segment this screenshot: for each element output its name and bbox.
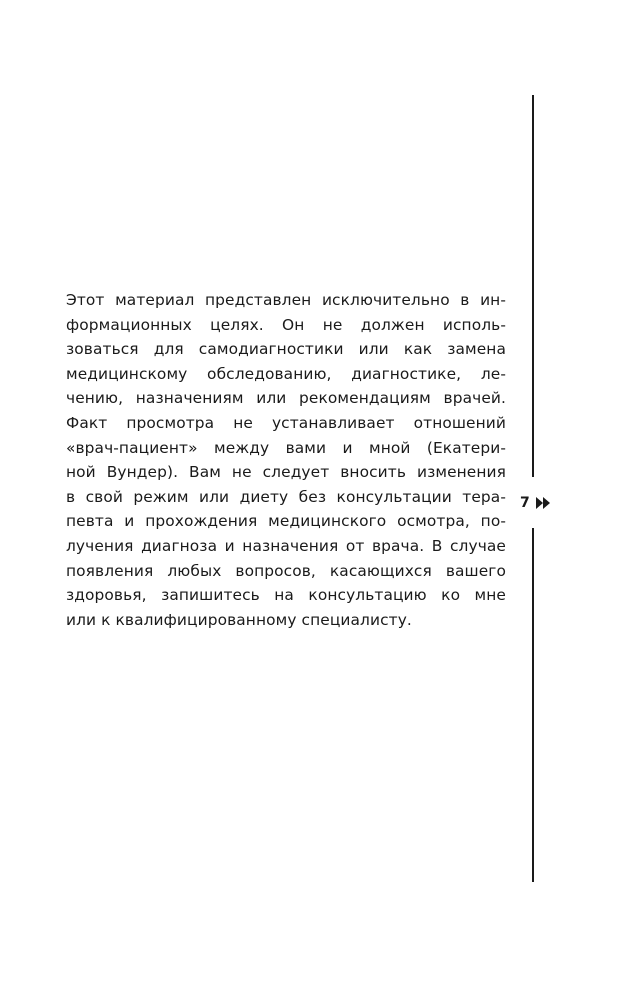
- disclaimer-line: «врач-пациент» между вами и мной (Екатери-: [66, 438, 506, 457]
- disclaimer-line: ной Вундер). Вам не следует вносить изменения: [66, 463, 506, 482]
- disclaimer-line: Факт просмотра не устанавливает отношений: [66, 413, 506, 432]
- disclaimer-line: чению, назначениям или рекомендациям врачей.: [66, 389, 506, 408]
- disclaimer-line: появления любых вопросов, касающихся вашего: [66, 561, 506, 580]
- disclaimer-line: певта и прохождения медицинского осмотра, по-: [66, 512, 506, 531]
- disclaimer-line: здоровья, запишитесь на консультацию ко мне: [66, 586, 506, 605]
- disclaimer-line: формационных целях. Он не должен исполь-: [66, 315, 506, 334]
- vertical-rule-top: [532, 95, 534, 477]
- page-number: 7: [520, 495, 530, 511]
- disclaimer-line: Этот материал представлен исключительно в ин-: [66, 291, 506, 309]
- disclaimer-line: зоваться для самодиагностики или как замена: [66, 340, 506, 359]
- disclaimer-line: в свой режим или диету без консультации тера-: [66, 487, 506, 506]
- disclaimer-text: [66, 288, 506, 632]
- vertical-rule-bottom: [532, 528, 534, 882]
- disclaimer-line: медицинскому обследованию, диагностике, ле-: [66, 364, 506, 383]
- disclaimer-line: или к квалифицированному специалисту.: [66, 610, 412, 629]
- disclaimer-line: лучения диагноза и назначения от врача. В случае: [66, 536, 506, 555]
- page-marker: [520, 493, 550, 513]
- double-arrow-forward-icon: [536, 497, 550, 509]
